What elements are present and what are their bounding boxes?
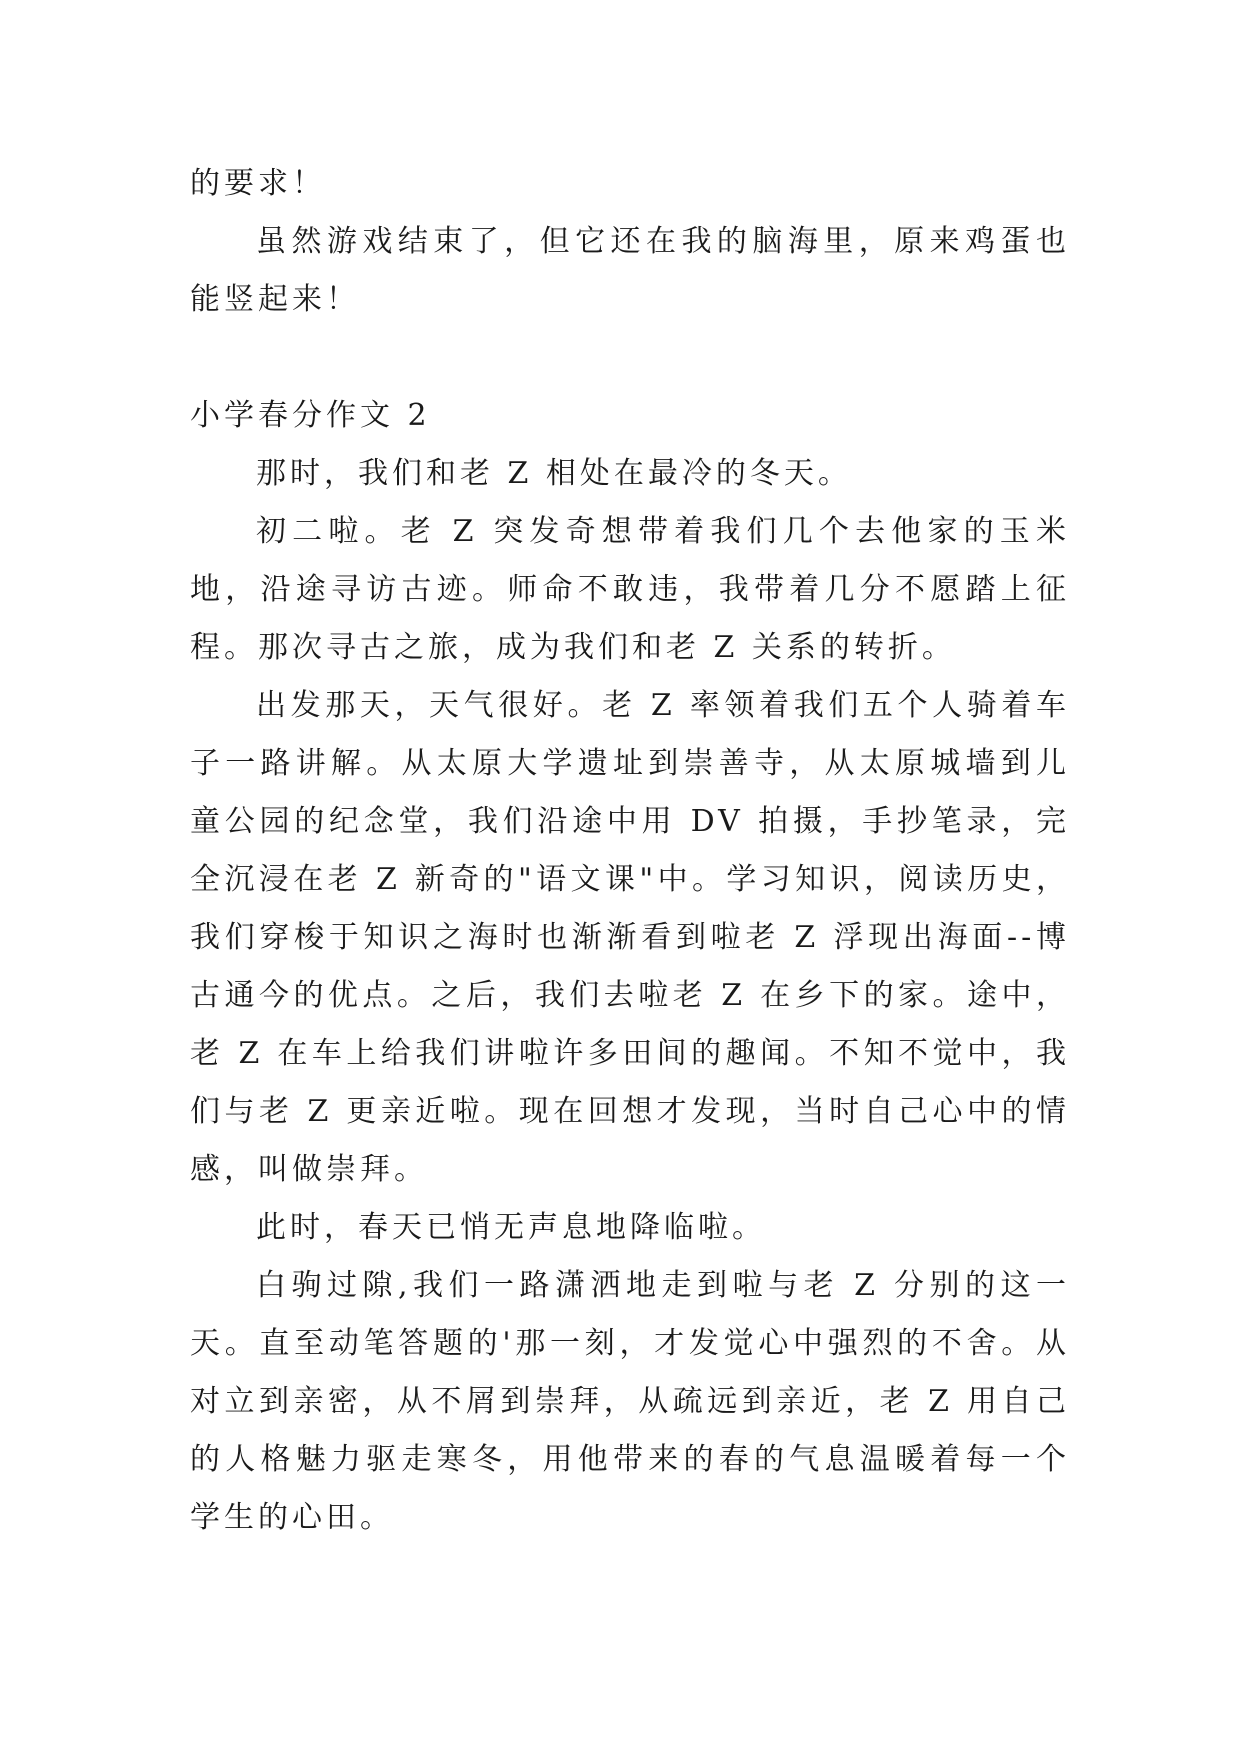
document-body bbox=[190, 155, 1070, 1547]
paragraph-5: 白驹过隙,我们一路潇洒地走到啦与老 Z 分别的这一天。直至动笔答题的'那一刻，才发觉心中强烈的不舍。从对立到亲密，从不屑到崇拜，从疏远到亲近，老 Z 用自己的人格魅力驱走寒冬，用他带来的春的气息温暖着每一个学生的心田。 bbox=[190, 1268, 1070, 1535]
paragraph-2: 初二啦。老 Z 突发奇想带着我们几个去他家的玉米地，沿途寻访古迹。师命不敢违，我带着几分不愿踏上征程。那次寻古之旅，成为我们和老 Z 关系的转折。 bbox=[190, 514, 1070, 665]
lead-fragment: 的要求！ bbox=[190, 166, 326, 201]
paragraph-1: 那时，我们和老 Z 相处在最冷的冬天。 bbox=[256, 456, 852, 491]
essay-title: 小学春分作文 2 bbox=[190, 398, 431, 433]
paragraph-egg: 虽然游戏结束了，但它还在我的脑海里，原来鸡蛋也能竖起来！ bbox=[190, 224, 1070, 317]
paragraph-3: 出发那天，天气很好。老 Z 率领着我们五个人骑着车子一路讲解。从太原大学遗址到崇善寺，从太原城墙到儿童公园的纪念堂，我们沿途中用 DV 拍摄，手抄笔录，完全沉浸在老 Z 新奇的"语文课"中。学习知识，阅读历史，我们穿梭于知识之海时也渐渐看到啦老 Z 浮现出海面--博古通今的优点。之后，我们去啦老 Z 在乡下的家。途中，老 Z 在车上给我们讲啦许多田间的趣闻。不知不觉中，我们与老 Z 更亲近啦。现在回想才发现，当时自己心中的情感，叫做崇拜。 bbox=[190, 688, 1070, 1187]
paragraph-4: 此时，春天已悄无声息地降临啦。 bbox=[256, 1210, 766, 1245]
